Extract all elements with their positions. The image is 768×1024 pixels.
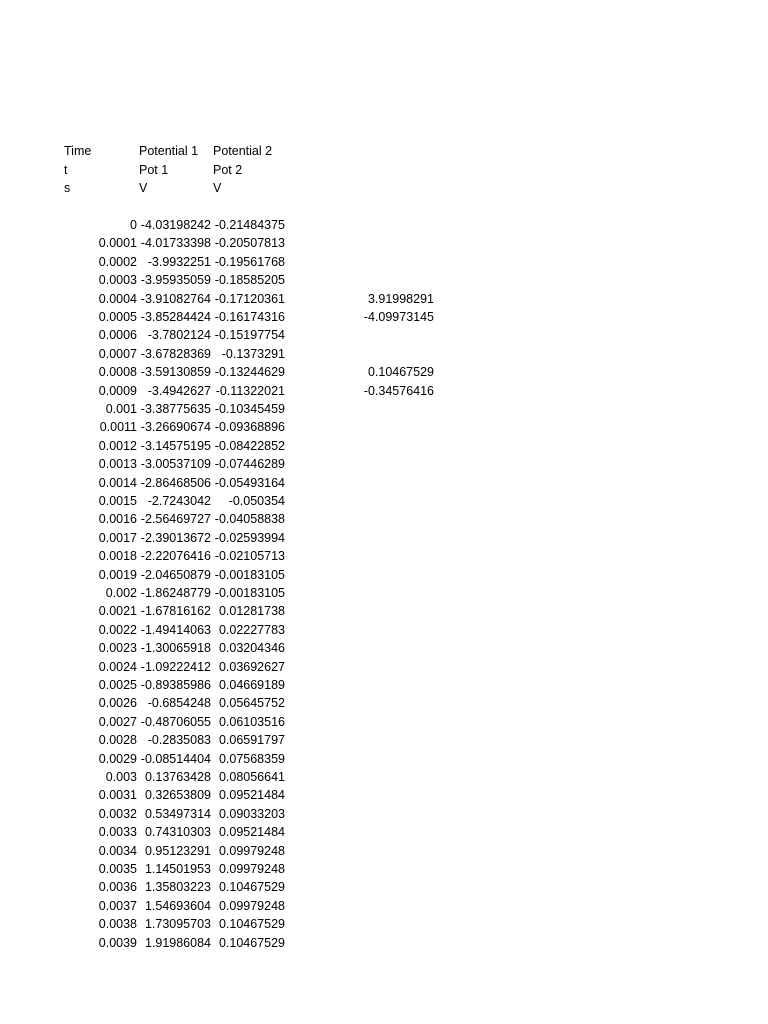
time-cell[interactable]: 0.0002	[98, 254, 137, 269]
potential-2-cell[interactable]: -0.13244629	[214, 365, 285, 380]
potential-1-cell[interactable]: 1.35803223	[144, 880, 211, 895]
time-cell[interactable]: 0.0022	[98, 622, 137, 637]
potential-1-cell[interactable]: -3.91082764	[140, 291, 211, 306]
table-row	[0, 326, 768, 344]
potential-2-cell[interactable]: -0.05493164	[214, 475, 285, 490]
potential-2-cell[interactable]: -0.19561768	[214, 254, 285, 269]
potential-1-cell[interactable]: -3.95935059	[140, 273, 211, 288]
time-cell[interactable]: 0.0026	[98, 696, 137, 711]
header-unit-row	[0, 179, 768, 197]
table-row	[0, 253, 768, 271]
potential-1-cell[interactable]: 0.74310303	[144, 825, 211, 840]
potential-2-cell[interactable]: -0.10345459	[214, 402, 285, 416]
potential-1-cell[interactable]: 1.14501953	[144, 862, 211, 876]
potential-1-cell[interactable]: -3.7802124	[147, 328, 211, 343]
table-row	[0, 547, 768, 565]
potential-2-cell[interactable]: 0.09979248	[218, 843, 285, 858]
potential-2-cell[interactable]: 0.09521484	[218, 788, 285, 803]
time-cell[interactable]: 0.0037	[98, 898, 137, 913]
time-cell[interactable]: 0.0012	[98, 438, 137, 453]
potential-2-cell[interactable]: -0.17120361	[214, 291, 285, 306]
potential-2-cell[interactable]: -0.16174316	[214, 310, 285, 324]
table-row	[0, 234, 768, 252]
table-row	[0, 566, 768, 584]
potential-2-cell[interactable]: 0.06591797	[218, 733, 285, 748]
table-row	[0, 731, 768, 749]
time-cell[interactable]: 0.0005	[98, 310, 137, 324]
time-cell[interactable]: 0.0003	[98, 273, 137, 288]
potential-2-cell[interactable]: 0.07568359	[218, 751, 285, 766]
table-row	[0, 639, 768, 657]
time-cell[interactable]: 0.0008	[98, 365, 137, 380]
potential-1-cell[interactable]: 0.13763428	[144, 770, 211, 784]
potential-2-cell[interactable]: 0.10467529	[218, 935, 285, 950]
table-row	[0, 878, 768, 896]
potential-2-cell[interactable]: 0.09033203	[218, 806, 285, 821]
potential-1-cell[interactable]: 1.91986084	[144, 935, 211, 950]
potential-2-cell[interactable]: -0.02593994	[214, 530, 285, 545]
table-row	[0, 382, 768, 400]
potential-2-cell[interactable]: -0.00183105	[214, 567, 285, 582]
potential-2-cell[interactable]: 0.03692627	[218, 659, 285, 674]
potential-2-cell[interactable]: -0.1373291	[221, 346, 285, 361]
table-row	[0, 437, 768, 455]
time-cell[interactable]: 0.0007	[98, 346, 137, 361]
time-header-cell[interactable]: Time	[64, 144, 92, 158]
time-cell[interactable]: 0.0014	[98, 475, 137, 490]
time-cell[interactable]: 0.0006	[98, 328, 137, 343]
time-cell[interactable]: 0.0033	[98, 825, 137, 840]
potential-2-cell[interactable]: -0.11322021	[215, 383, 285, 398]
table-row	[0, 363, 768, 381]
potential-1-cell[interactable]: -2.04650879	[140, 567, 211, 582]
potential-2-cell[interactable]: 0.09979248	[218, 898, 285, 913]
time-cell[interactable]: 0.003	[105, 770, 137, 784]
table-row	[0, 768, 768, 786]
potential-2-cell[interactable]: 0.10467529	[218, 917, 285, 932]
table-row	[0, 658, 768, 676]
table-row	[0, 934, 768, 952]
time-cell[interactable]: 0.0013	[98, 457, 137, 472]
potential-1-cell[interactable]: -3.26690674	[140, 420, 211, 435]
potential-1-cell[interactable]: -2.7243042	[147, 494, 211, 508]
table-row	[0, 786, 768, 804]
table-row	[0, 750, 768, 768]
potential-2-header-cell[interactable]: V	[213, 181, 222, 195]
time-cell[interactable]: 0.0027	[98, 714, 137, 729]
table-row	[0, 823, 768, 841]
potential-1-cell[interactable]: -0.2835083	[147, 733, 211, 748]
potential-1-cell[interactable]: -0.6854248	[147, 696, 211, 711]
potential-2-cell[interactable]: -0.02105713	[214, 549, 285, 564]
potential-2-cell[interactable]: -0.18585205	[214, 273, 285, 288]
potential-1-cell[interactable]: -0.48706055	[140, 714, 211, 729]
table-row	[0, 602, 768, 620]
time-cell[interactable]: 0.0031	[98, 788, 137, 803]
table-row	[0, 676, 768, 694]
potential-2-cell[interactable]: -0.21484375	[214, 218, 285, 232]
potential-1-cell[interactable]: -3.59130859	[140, 365, 211, 380]
table-row	[0, 510, 768, 528]
potential-1-cell[interactable]: -1.30065918	[140, 641, 211, 656]
potential-2-cell[interactable]: 0.01281738	[218, 604, 285, 619]
time-cell[interactable]: 0.0023	[98, 641, 137, 656]
potential-1-cell[interactable]: -3.4942627	[147, 383, 211, 398]
potential-1-cell[interactable]: -3.00537109	[140, 457, 211, 472]
table-row	[0, 216, 768, 234]
table-row	[0, 584, 768, 602]
potential-2-cell[interactable]: 0.10467529	[218, 880, 285, 895]
potential-2-cell[interactable]: 0.08056641	[218, 770, 285, 784]
header-symbol-row	[0, 161, 768, 179]
potential-1-cell[interactable]: -2.22076416	[140, 549, 211, 564]
potential-1-header-cell[interactable]: Pot 1	[139, 162, 169, 177]
potential-2-cell[interactable]: -0.15197754	[214, 328, 285, 343]
time-cell[interactable]: 0.0011	[99, 420, 137, 435]
table-row	[0, 529, 768, 547]
time-cell[interactable]: 0.0025	[98, 678, 137, 692]
time-cell[interactable]: 0.0029	[98, 751, 137, 766]
potential-2-cell[interactable]: -0.09368896	[214, 420, 285, 435]
time-cell[interactable]: 0.0032	[98, 806, 137, 821]
table-row	[0, 897, 768, 915]
time-cell[interactable]: 0.0034	[98, 843, 137, 858]
potential-1-cell[interactable]: -4.01733398	[140, 236, 211, 251]
time-cell[interactable]: 0.0024	[98, 659, 137, 674]
table-row	[0, 713, 768, 731]
table-row	[0, 271, 768, 289]
potential-1-cell[interactable]: 1.54693604	[144, 898, 211, 913]
potential-2-cell[interactable]: 0.09521484	[218, 825, 285, 840]
table-row	[0, 474, 768, 492]
potential-2-cell[interactable]: 0.05645752	[218, 696, 285, 711]
time-cell[interactable]: 0.0035	[98, 862, 137, 876]
table-row	[0, 805, 768, 823]
potential-1-cell[interactable]: -3.14575195	[140, 438, 211, 453]
table-row	[0, 345, 768, 363]
table-row	[0, 915, 768, 933]
table-row	[0, 860, 768, 878]
potential-2-cell[interactable]: 0.09979248	[218, 862, 285, 876]
time-cell[interactable]: 0.002	[105, 586, 137, 600]
potential-1-cell[interactable]: -2.86468506	[140, 475, 211, 490]
potential-1-cell[interactable]: -0.89385986	[140, 678, 211, 692]
time-cell[interactable]: 0.0017	[98, 530, 137, 545]
time-cell[interactable]: 0.0039	[98, 935, 137, 950]
time-cell[interactable]: 0.0038	[98, 917, 137, 932]
potential-1-cell[interactable]: -4.03198242	[140, 218, 211, 232]
potential-1-cell[interactable]: -3.9932251	[147, 254, 211, 269]
table-row	[0, 694, 768, 712]
potential-1-header-cell[interactable]: V	[139, 181, 148, 195]
time-header-cell[interactable]: s	[64, 181, 71, 195]
table-row	[0, 308, 768, 326]
potential-2-header-cell[interactable]: Pot 2	[213, 162, 243, 177]
time-cell[interactable]: 0.0004	[98, 291, 137, 306]
potential-1-cell[interactable]: 0.95123291	[144, 843, 211, 858]
potential-2-cell[interactable]: 0.03204346	[218, 641, 285, 656]
time-cell[interactable]: 0.0021	[98, 604, 137, 619]
time-cell[interactable]: 0.0001	[98, 236, 137, 251]
time-cell[interactable]: 0.0036	[98, 880, 137, 895]
potential-1-header-cell[interactable]: Potential 1	[139, 144, 199, 158]
time-cell[interactable]: 0.0009	[98, 383, 137, 398]
potential-2-cell[interactable]: -0.050354	[228, 494, 285, 508]
time-cell[interactable]: 0.0028	[98, 733, 137, 748]
table-row	[0, 418, 768, 436]
potential-2-cell[interactable]: -0.07446289	[214, 457, 285, 472]
potential-2-cell[interactable]: 0.06103516	[218, 714, 285, 729]
potential-2-cell[interactable]: -0.08422852	[214, 438, 285, 453]
time-header-cell[interactable]: t	[64, 162, 68, 177]
potential-2-cell[interactable]: 0.04669189	[218, 678, 285, 692]
header-label-row	[0, 142, 768, 160]
time-cell[interactable]: 0	[130, 218, 137, 232]
potential-1-cell[interactable]: -2.39013672	[140, 530, 211, 545]
side-value-cell[interactable]: -0.34576416	[363, 383, 434, 398]
time-cell[interactable]: 0.0018	[98, 549, 137, 564]
table-row	[0, 400, 768, 418]
potential-1-cell[interactable]: -3.38775635	[140, 402, 211, 416]
time-cell[interactable]: 0.001	[105, 402, 137, 416]
time-cell[interactable]: 0.0019	[98, 567, 137, 582]
side-value-cell[interactable]: 0.10467529	[367, 365, 434, 380]
table-row	[0, 455, 768, 473]
potential-1-cell[interactable]: -1.49414063	[140, 622, 211, 637]
side-value-cell[interactable]: 3.91998291	[367, 291, 434, 306]
potential-1-cell[interactable]: -1.09222412	[140, 659, 211, 674]
table-row	[0, 492, 768, 510]
potential-2-cell[interactable]: -0.00183105	[214, 586, 285, 600]
table-row	[0, 290, 768, 308]
time-cell[interactable]: 0.0015	[98, 494, 137, 508]
potential-1-cell[interactable]: -0.08514404	[140, 751, 211, 766]
potential-2-cell[interactable]: -0.04058838	[214, 512, 285, 527]
potential-2-header-cell[interactable]: Potential 2	[213, 144, 273, 158]
potential-2-cell[interactable]: -0.20507813	[214, 236, 285, 251]
potential-1-cell[interactable]: -3.67828369	[140, 346, 211, 361]
potential-1-cell[interactable]: -3.85284424	[140, 310, 211, 324]
side-value-cell[interactable]: -4.09973145	[363, 310, 434, 324]
potential-1-cell[interactable]: -1.86248779	[140, 586, 211, 600]
potential-1-cell[interactable]: 0.32653809	[144, 788, 211, 803]
table-row	[0, 621, 768, 639]
potential-1-cell[interactable]: 0.53497314	[144, 806, 211, 821]
potential-1-cell[interactable]: 1.73095703	[144, 917, 211, 932]
time-cell[interactable]: 0.0016	[98, 512, 137, 527]
table-row	[0, 842, 768, 860]
potential-2-cell[interactable]: 0.02227783	[218, 622, 285, 637]
potential-1-cell[interactable]: -2.56469727	[140, 512, 211, 527]
potential-1-cell[interactable]: -1.67816162	[140, 604, 211, 619]
